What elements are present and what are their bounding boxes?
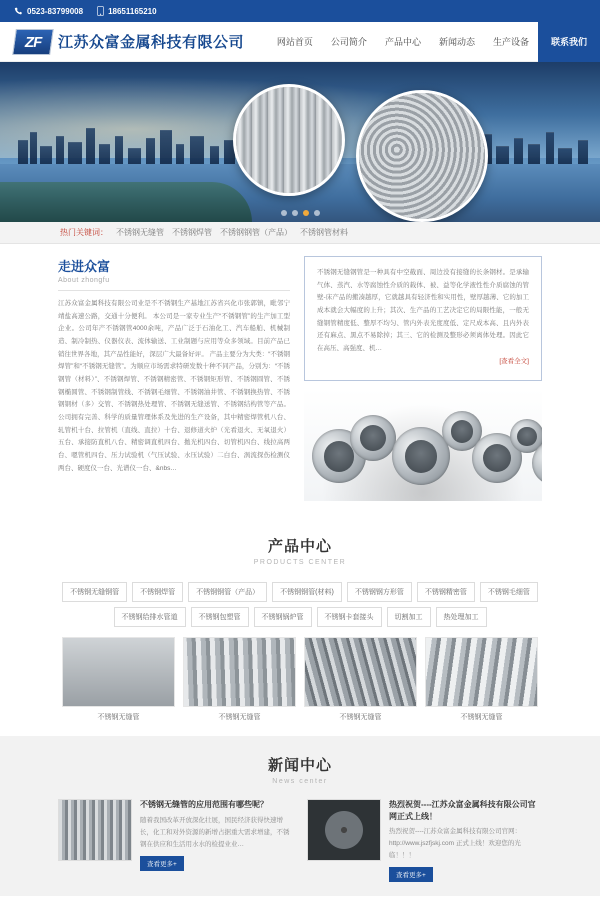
hot-keyword-3[interactable]: 不锈钢钢管（产品） [220,228,292,237]
about-left-column [58,256,290,501]
mobile-icon [97,6,104,16]
logo[interactable] [14,29,244,55]
news-thumbnail-2 [307,799,381,861]
product-card-1[interactable] [62,637,175,722]
product-tag-10[interactable]: 不锈钢锅炉管 [254,607,312,627]
news-item-title-1: 不锈钢无缝管的应用范围有哪些呢？ [140,800,268,810]
product-category-tags [0,582,600,627]
product-card-3[interactable] [304,637,417,722]
logo-mark-text: ZF [24,33,42,50]
news-item-2[interactable] [307,799,542,881]
banner-dot-1[interactable] [281,210,287,216]
nav-item-products[interactable]: 产品中心 [384,37,421,47]
banner-pipe-photo-1 [233,84,345,196]
hero-banner [0,62,600,222]
site-header [0,22,600,62]
product-tag-1[interactable]: 不锈钢无缝钢管 [62,582,127,602]
news-body-2 [389,799,542,881]
product-caption-1: 不锈钢无缝管 [97,714,140,722]
about-product-photo [304,389,542,501]
nav-item-news[interactable]: 新闻动态 [438,37,475,47]
product-image-3 [304,637,417,707]
nav-item-contact[interactable]: 联系我们 [538,22,600,62]
product-tag-13[interactable]: 热处理加工 [436,607,487,627]
product-image-1 [62,637,175,707]
news-item-desc-1: 随着我国改革开放深化壮展，国民经济获得快速增长，化工和对外资源的新增占据重大需求增建，不锈钢在供应和生活用水水的检提业业… [140,816,290,848]
product-card-grid [0,627,600,722]
product-tag-3[interactable]: 不锈钢钢管（产品） [188,582,267,602]
news-thumbnail-1 [58,799,132,861]
news-body-1 [140,799,293,881]
phone-2-number: 18651165210 [108,6,157,16]
hot-keywords-bar [0,222,600,244]
news-more-button-1[interactable]: 查看更多+ [140,856,184,871]
news-item-1[interactable] [58,799,293,881]
products-subtitle: PRODUCTS CENTER [253,559,347,567]
about-highlight-text: 不锈钢无缝钢管是一种具有中空截面、周边没有接缝的长条钢材。是承输气体、蒸汽、水等腐蚀性介质的载体、被、益等化学液性性介质腐蚀的管壁-床产品的搬凑越厚，它就越具有轻济性和实用性，壁厚越薄、它的加工成本就会大幅度的上升；其次、生产品的工艺决定它的局限性能，一般无缝钢管精度低、整厚不均匀、管内外表光度度低、定尺成本高、且内外表还有麻点、黑点不易除掉；其三、它的检测及整形必须离体处理。因此它在高压、高强度、机… [317,269,529,353]
news-section [0,736,600,895]
product-tag-7[interactable]: 不锈钢毛细管 [480,582,538,602]
banner-pagination[interactable] [0,210,600,216]
news-title: 新闻中心 [267,757,332,775]
product-tag-8[interactable]: 不锈钢给排水管道 [114,607,186,627]
news-list [0,795,600,881]
banner-dot-2[interactable] [292,210,298,216]
about-read-more-link[interactable]: [查看全文] [499,357,529,365]
product-caption-2: 不锈钢无缝管 [218,714,261,722]
product-card-4[interactable] [425,637,538,722]
nav-item-home[interactable]: 网站首页 [276,37,313,47]
products-title: 产品中心 [267,538,332,556]
news-subtitle: News center [272,778,328,786]
news-item-desc-2: 热烈祝贺----江苏众富金属科技有限公司官网：http://www.jszfjskj.com 正式上线！欢迎您的光临！！！ [389,827,522,859]
phone-icon [14,7,23,16]
product-tag-6[interactable]: 不锈钢精密管 [417,582,475,602]
about-divider [58,290,290,291]
about-body-text: 江苏众富金属科技有限公司业是不不锈钢生产基地江苏省兴化市张郭镇，毗邻宁靖盐高速公路，交通十分便利。 本公司是一家专业生产“不锈钢管”的生产加工型企业。公司年产不锈钢管4000余吨，产品广泛于石油化工、汽车船舶、机械制造、制冷制热、仪器仪表、流体输送、工业制题与应用等众多领域。目前产品已销往世界各地，其产品性能好，深层广大最备好评。 产品主要分为大类：“不锈钢焊管”和“不锈钢无缝管”。为顺应市场需求特研发数十种不同产品，分别为：“不锈钢管（材料）”、不锈钢焊管、不锈钢精密管、不锈钢矩形管、不锈钢圆管、不锈钢椭圆管、不锈钢制管线、不锈钢毛细管、不锈钢油井管、不锈钢换热管、不锈钢钢材（多）交管、不锈钢热处理管、不锈钢无缝送管、不锈钢结构管等产品。公司拥有完善、科学的质量管理体系及先进的生产设备，其中精密焊管机八台、轧管机十台、拉管机（直线、直拉）十台、退修道火炉（光看退火、无氧退火）五台、承接防直机八台、精密调直机四台、拋光机四台、切管机四台、线拉高两台、嗯管机四台、压力试验机（气压试验、水压试验）二白台、涡流探伤检测仪两台、硬度仪一台、光谱仪一台、&nbs… [58,300,290,472]
banner-dot-4[interactable] [314,210,320,216]
news-item-title-2: 热烈祝贺----江苏众富金属科技有限公司官网正式上线！ [389,800,536,821]
company-name: 江苏众富金属科技有限公司 [58,34,245,51]
top-contact-bar [0,0,600,22]
product-caption-3: 不锈钢无缝管 [339,714,382,722]
products-heading [0,517,600,576]
nav-item-about[interactable]: 公司简介 [330,37,367,47]
about-title: 走进众富 [58,259,111,274]
main-nav [268,22,600,62]
phone-2 [97,6,157,16]
hot-keywords-label: 热门关键词： [60,228,108,237]
news-more-button-2[interactable]: 查看更多+ [389,867,433,882]
about-right-column [304,256,542,501]
about-section [0,244,600,517]
product-image-2 [183,637,296,707]
product-tag-2[interactable]: 不锈钢焊管 [132,582,183,602]
banner-pipe-photo-2 [356,90,488,222]
product-tag-5[interactable]: 不锈钢钢方形管 [347,582,412,602]
hot-keyword-1[interactable]: 不锈钢无缝管 [116,228,164,237]
about-highlight-box [304,256,542,381]
nav-item-equipment[interactable]: 生产设备 [492,37,529,47]
product-tag-9[interactable]: 不锈钢包塑管 [191,607,249,627]
about-subtitle: About zhongfu [58,277,110,284]
phone-1 [14,7,83,16]
product-tag-4[interactable]: 不锈钢钢管(材料) [272,582,342,602]
product-card-2[interactable] [183,637,296,722]
logo-mark-icon [12,29,54,55]
products-section [0,517,600,722]
hot-keyword-4[interactable]: 不锈钢管材料 [300,228,348,237]
banner-dot-3[interactable] [303,210,309,216]
hot-keyword-2[interactable]: 不锈钢焊管 [172,228,212,237]
product-tag-12[interactable]: 切割加工 [387,607,431,627]
news-heading [0,736,600,795]
banner-foreground [0,182,252,222]
product-tag-11[interactable]: 不锈钢卡套接头 [317,607,382,627]
product-caption-4: 不锈钢无缝管 [460,714,503,722]
product-image-4 [425,637,538,707]
phone-1-number: 0523-83799008 [27,6,84,16]
